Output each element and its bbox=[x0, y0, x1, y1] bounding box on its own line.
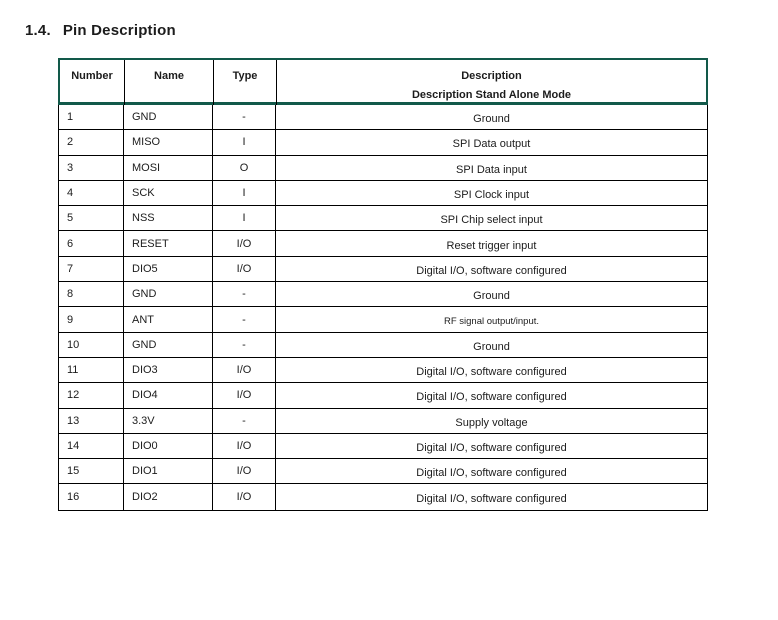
cell-pin-name: GND bbox=[123, 282, 212, 306]
cell-pin-type: - bbox=[212, 409, 275, 433]
cell-pin-number: 12 bbox=[67, 389, 80, 402]
cell-pin-number: 6 bbox=[67, 237, 74, 250]
cell-pin-number: 9 bbox=[67, 313, 74, 326]
table-row bbox=[59, 231, 707, 256]
cell-pin-number: 15 bbox=[67, 465, 80, 478]
cell-pin-name: SCK bbox=[123, 181, 212, 205]
cell-pin-number: 3 bbox=[67, 161, 74, 174]
cell-pin-name: 3.3V bbox=[123, 409, 212, 433]
cell-pin-description: Digital I/O, software configured bbox=[275, 358, 707, 382]
table-row bbox=[59, 358, 707, 383]
table-row bbox=[59, 181, 707, 206]
cell-pin-name: DIO3 bbox=[123, 358, 212, 382]
cell-pin-description: Reset trigger input bbox=[275, 231, 707, 255]
cell-pin-type: I/O bbox=[212, 358, 275, 382]
cell-pin-type: - bbox=[212, 333, 275, 357]
table-row bbox=[59, 383, 707, 408]
cell-pin-number: 8 bbox=[67, 288, 74, 301]
cell-pin-description: RF signal output/input. bbox=[275, 307, 707, 331]
cell-pin-name: DIO0 bbox=[123, 434, 212, 458]
pin-description-table bbox=[58, 58, 708, 511]
description-header-line2: Description Stand Alone Mode bbox=[411, 89, 572, 101]
pin-table-body bbox=[58, 105, 708, 511]
column-header-name: Name bbox=[124, 60, 213, 105]
cell-pin-number: 4 bbox=[67, 187, 74, 200]
cell-pin-description: Digital I/O, software configured bbox=[275, 434, 707, 458]
section-title: Pin Description bbox=[62, 22, 176, 39]
table-row bbox=[59, 130, 707, 155]
cell-pin-description: SPI Data output bbox=[275, 130, 707, 154]
table-row bbox=[59, 156, 707, 181]
cell-pin-type: I/O bbox=[212, 383, 275, 407]
cell-pin-type: I/O bbox=[212, 434, 275, 458]
cell-pin-name: DIO5 bbox=[123, 257, 212, 281]
table-row bbox=[59, 282, 707, 307]
table-row bbox=[59, 434, 707, 459]
table-row bbox=[59, 333, 707, 358]
cell-pin-name: DIO1 bbox=[123, 459, 212, 483]
cell-pin-description: Supply voltage bbox=[275, 409, 707, 433]
section-heading bbox=[25, 22, 176, 39]
cell-pin-type: - bbox=[212, 282, 275, 306]
cell-pin-type: - bbox=[212, 307, 275, 331]
section-number: 1.4. bbox=[25, 22, 51, 39]
cell-pin-name: DIO4 bbox=[123, 383, 212, 407]
cell-pin-description: Digital I/O, software configured bbox=[275, 257, 707, 281]
cell-pin-name: MOSI bbox=[123, 156, 212, 180]
cell-pin-number: 2 bbox=[67, 136, 74, 149]
cell-pin-description: SPI Data input bbox=[275, 156, 707, 180]
cell-pin-number: 16 bbox=[67, 491, 80, 504]
cell-pin-description: Ground bbox=[275, 333, 707, 357]
cell-pin-name: GND bbox=[123, 105, 212, 129]
cell-pin-type: I/O bbox=[212, 257, 275, 281]
column-header-description bbox=[276, 60, 706, 105]
cell-pin-description: Digital I/O, software configured bbox=[275, 484, 707, 509]
cell-pin-type: I/O bbox=[212, 231, 275, 255]
cell-pin-name: RESET bbox=[123, 231, 212, 255]
cell-pin-name: DIO2 bbox=[123, 484, 212, 509]
cell-pin-type: I bbox=[212, 130, 275, 154]
table-row bbox=[59, 459, 707, 484]
cell-pin-type: - bbox=[212, 105, 275, 129]
cell-pin-number: 13 bbox=[67, 414, 80, 427]
cell-pin-description: Digital I/O, software configured bbox=[275, 459, 707, 483]
table-row bbox=[59, 257, 707, 282]
cell-pin-number: 11 bbox=[67, 364, 79, 377]
cell-pin-number: 7 bbox=[67, 262, 74, 275]
table-row bbox=[59, 206, 707, 231]
cell-pin-type: I bbox=[212, 181, 275, 205]
cell-pin-description: SPI Clock input bbox=[275, 181, 707, 205]
column-header-number: Number bbox=[71, 70, 113, 82]
table-row bbox=[59, 105, 707, 130]
description-header-line1: Description bbox=[461, 70, 522, 82]
cell-pin-type: O bbox=[212, 156, 275, 180]
cell-pin-description: Ground bbox=[275, 282, 707, 306]
cell-pin-name: ANT bbox=[123, 307, 212, 331]
cell-pin-name: MISO bbox=[123, 130, 212, 154]
cell-pin-type: I/O bbox=[212, 459, 275, 483]
table-header-row bbox=[58, 58, 708, 105]
cell-pin-type: I bbox=[212, 206, 275, 230]
cell-pin-description: Ground bbox=[275, 105, 707, 129]
cell-pin-name: GND bbox=[123, 333, 212, 357]
cell-pin-name: NSS bbox=[123, 206, 212, 230]
cell-pin-description: Digital I/O, software configured bbox=[275, 383, 707, 407]
column-header-type: Type bbox=[213, 60, 276, 105]
cell-pin-type: I/O bbox=[212, 484, 275, 509]
cell-pin-description: SPI Chip select input bbox=[275, 206, 707, 230]
table-row bbox=[59, 307, 707, 332]
cell-pin-number: 14 bbox=[67, 440, 80, 452]
table-row bbox=[59, 484, 707, 509]
cell-pin-number: 1 bbox=[67, 111, 74, 124]
cell-pin-number: 10 bbox=[67, 338, 80, 351]
cell-pin-number: 5 bbox=[67, 212, 74, 225]
table-row bbox=[59, 409, 707, 434]
